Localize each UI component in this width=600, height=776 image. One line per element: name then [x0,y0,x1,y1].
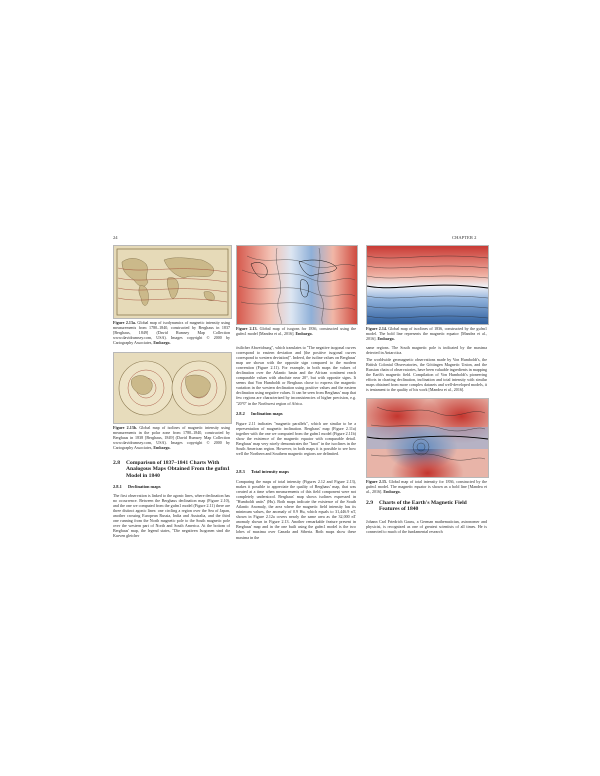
body-paragraph: The first observation is linked to the agonic lines, where declination has no occurrence. Between the Berghaus declination map (Figure 2.10), and the one we computed from the gufm1 model (Figure 2.11) there are three distinct agonic lines: one circling a region over the Sea of Japan, another crossing European Russia, India and Australia, and the third one running from the North magnetic pole to the South magnetic pole over the western part of North and South America. At the bottom of Berghaus' map, the legend states, "Die negativen Isogonen sind die Kurven gleicher [113,493,230,539]
subsection-number: 2.8.3 [236,469,245,474]
body-paragraph: östlicher Abweichung", which translates to "The negative isogonal curves correspond to eastern deviation and [the positive isogonal curves correspond to western deviation]". Indeed, the isoline values on Berghaus' map are shown with the opposite sign compared to the modern convention (Figure 2.11). For example, in both maps the values of declination over the Atlantic basin and the African continent reach comparable values with absolute near 20°, but with opposite signs. It seems that Von Humboldt or Berghaus chose to express the magnetic variation in the western declination using positive values and the eastern declination using negative values. It can be seen from Berghaus' map that few regions are characterized by inconsistencies of higher precision, e.g. "20°0" in the Northwest region of Africa. [236,345,356,406]
isogons-map-image [237,246,357,324]
body-paragraph: The worldwide geomagnetic observations made by Von Humboldt's, the British Colonial Observatories, the Göttingen Magnetic Union, and the Russian chain of observatories, have been valuable ingredients in mapping the Earth's magnetic field. Compilation of Von Humboldt's pioneering efforts in charting declination, inclination and total intensity with similar maps obtained from more complex datasets and well-developed models, it is tentament to the quality of his work [Mandea et al., 2016]. [366,357,487,393]
figure-caption: Figure 2.15. Global map of total intensity for 1836, constructed by the gufm1 model. The magnetic equator is shown as a bold line [Mandea et al., 2016]. Embargo. [366,479,488,495]
figure-caption: Figure 2.13b. Global map of isolines of magnetic intensity using measurements in the polar zone from 1780–1840, constructed by Berghaus in 1838 [Berghaus, 1849] (David Rumsey Map Collection www.davidrumsey.com, USA). Images copyright © 2000 by Cartography Associates, Embargo. [113,425,230,451]
subsection-title: Total intensity maps [251,469,289,474]
body-paragraph: Figure 2.11 indicates "magnetic parallels", which are similar to be a representation of magnetic inclination. Berghaus' map (Figure 2.11a) together with the one we computed from the gufm1 model (Figure 2.11b) show the existence of the magnetic equator with comparable detail. Berghaus' map very nicely demonstrates the "knot" in the isoclines in the South American region. However, in both maps it is possible to see how well the Northern and Southern magnetic regions are delimited. [236,421,356,457]
figure-caption: Figure 2.13a. Global map of isodynamics of magnetic intensity using measurements from 1780–1840, constructed by Berghaus in 1837 [Berghaus, 1849] (David Rumsey Map Collection www.davidrumsey.com, USA). Images copyright © 2000 by Cartography Associates, Embargo. [113,320,230,346]
berghaus-polar-intensity-map [113,352,232,424]
figure-caption: Figure 2.14. Global map of isoclines of 1836, constructed by the gufm1 model. The bold line represents the magnetic equator [Mandea et al., 2016]. Embargo. [366,326,487,342]
gufm1-total-intensity-map [366,398,489,478]
subsection-title: Inclination maps [251,411,283,416]
parchment-map-image-b [114,353,231,423]
section-title: Charts of the Earth's Magnetic Field Features of 1840 [379,500,467,513]
section-number: 2.9 [366,500,373,506]
section-number: 2.8 [113,460,120,466]
subsection-number: 2.8.1 [113,484,122,489]
total-intensity-map-image [367,399,488,477]
body-paragraph: Johann Carl Friedrich Gauss, a German mathematician, astronomer and physicist, is recognized as one of greatest scientists of all times. He is connected to much of the fundamental research [366,519,487,535]
berghaus-isodynamics-map [113,245,232,319]
page-number: 24 [113,235,118,240]
section-title: Comparison of 1837–1841 Charts With Analogous Maps Obtained From the gufm1 Model in 1840 [126,460,230,479]
gufm1-isogons-map [236,245,358,325]
isoclines-map-image [367,246,488,324]
body-paragraph: Comparing the maps of total intensity (Figures 2.12 and Figure 2.13), makes it possible to appreciate the quality of Berghaus' map, that was created at a time when measurements of this field component were not completely understood. Berghaus' map shows isolines expressed in "Humboldt units" (Hu). Both maps indicate the existence of the South Atlantic Anomaly, the area where the magnetic field intensity has its minimum values, the anomaly of 0.9 Hu, which equals to 31,446.9 nT, shown in Figure 2.12a covers nearly the same area as the 32,000 nT anomaly shown in Figure 2.13. Another remarkable feature present in Berghaus' map and in the one built using the gufm1 model is the two lobes of maxima over Canada and Siberia. Both maps show these maxima in the [236,479,356,540]
body-paragraph: same regions. The South magnetic pole is indicated by the maxima detected in Antarctica. [366,345,487,356]
gufm1-isoclines-map [366,245,489,325]
parchment-map-image-a [114,246,231,318]
subsection-number: 2.8.2 [236,411,245,416]
running-head: CHAPTER 2 [452,235,477,240]
subsection-title: Declination maps [128,484,161,489]
figure-caption: Figure 2.13. Global map of isogons for 1836, constructed using the gufm1 model [Mandea et al., 2016]. Embargo. [236,326,356,337]
